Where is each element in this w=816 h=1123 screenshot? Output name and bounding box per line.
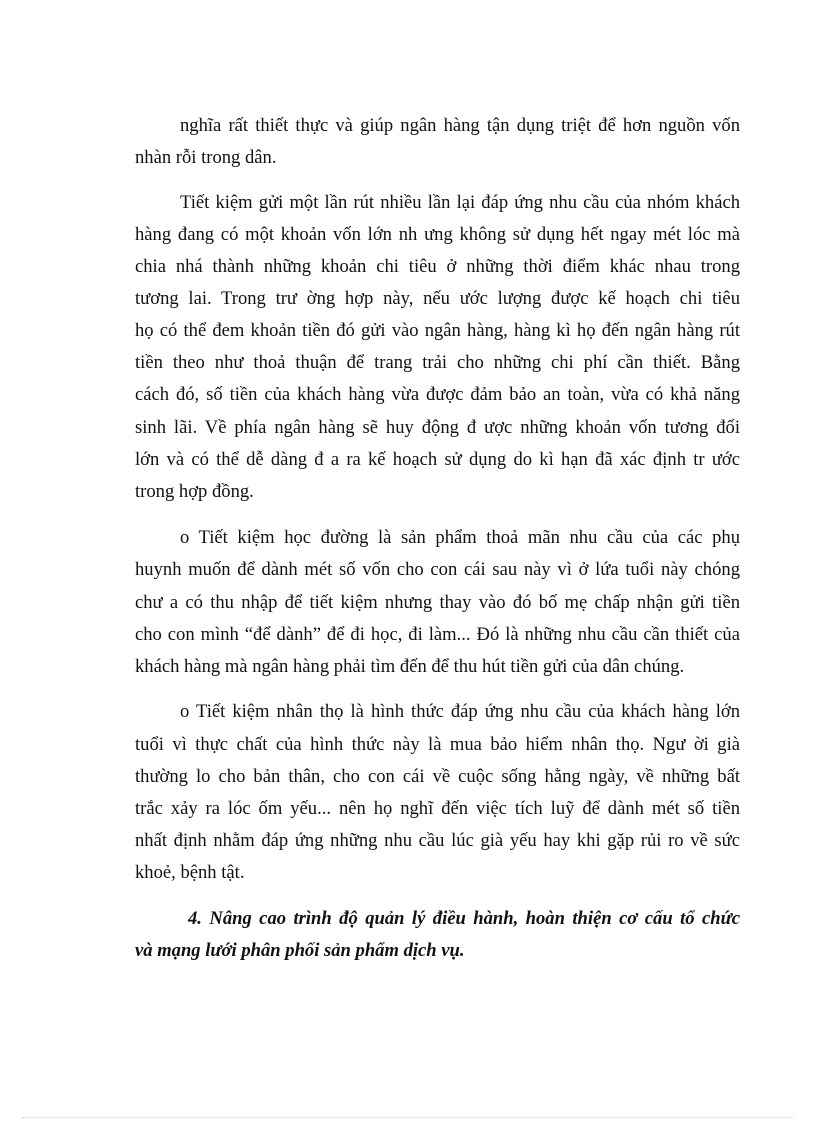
paragraph-4-line-1: o Tiết kiệm nhân thọ là hình thức đáp ứng nhu cầu của khách hàng lớn <box>180 701 740 722</box>
paragraph-4-line-2: tuổi vì thực chất của hình thức này là mua bảo hiểm nhân thọ. Ngư ời già <box>135 734 740 755</box>
section-heading-line-2: và mạng lưới phân phối sản phẩm dịch vụ. <box>135 940 465 961</box>
paragraph-3-line-5: khách hàng mà ngân hàng phải tìm đến để thu hút tiền gửi của dân chúng. <box>135 656 685 677</box>
paragraph-4-line-4: trắc xảy ra lóc ốm yếu... nên họ nghĩ đến việc tích luỹ để dành mét số tiền <box>135 798 740 819</box>
paragraph-4-line-3: thường lo cho bản thân, cho con cái về cuộc sống hằng ngày, về những bất <box>135 766 740 787</box>
paragraph-4-line-6: khoẻ, bệnh tật. <box>135 862 245 883</box>
paragraph-2-line-6: tiền theo như thoả thuận để trang trải cho những chi phí cần thiết. Bằng <box>135 352 740 373</box>
section-heading-line-1: 4. Nâng cao trình độ quản lý điều hành, hoàn thiện cơ cấu tổ chức <box>188 908 740 929</box>
paragraph-2-line-8: sinh lãi. Về phía ngân hàng sẽ huy động đ ược những khoản vốn tương đối <box>135 417 740 438</box>
paragraph-2-line-5: họ có thể đem khoản tiền đó gửi vào ngân hàng, hàng kì họ đến ngân hàng rút <box>135 320 740 341</box>
paragraph-2-line-4: tương lai. Trong trư ờng hợp này, nếu ước lượng được kế hoạch chi tiêu <box>135 288 740 309</box>
paragraph-1-line-1: nghĩa rất thiết thực và giúp ngân hàng tận dụng triệt để hơn nguồn vốn <box>180 115 740 136</box>
paragraph-2-line-3: chia nhá thành những khoản chi tiêu ở những thời điểm khác nhau trong <box>135 256 740 277</box>
paragraph-2-line-7: cách đó, số tiền của khách hàng vừa được đảm bảo an toàn, vừa có khả năng <box>135 384 740 405</box>
paragraph-3-line-4: cho con mình “để dành” để đi học, đi làm... Đó là những nhu cầu cần thiết của <box>135 624 740 645</box>
paragraph-3-line-1: o Tiết kiệm học đường là sản phẩm thoả mãn nhu cầu của các phụ <box>180 527 740 548</box>
paragraph-1-line-2: nhàn rỗi trong dân. <box>135 147 277 168</box>
paragraph-2-line-1: Tiết kiệm gửi một lần rút nhiều lần lại đáp ứng nhu cầu của nhóm khách <box>180 192 740 213</box>
paragraph-3-line-3: chư a có thu nhập để tiết kiệm nhưng thay vào đó bố mẹ chấp nhận gửi tiền <box>135 592 740 613</box>
paragraph-3-line-2: huynh muốn để dành mét số vốn cho con cái sau này vì ở lứa tuổi này chóng <box>135 559 740 580</box>
paragraph-2-line-10: trong hợp đồng. <box>135 481 254 502</box>
page-bottom-rule <box>22 1117 794 1118</box>
paragraph-4-line-5: nhất định nhằm đáp ứng những nhu cầu lúc già yếu hay khi gặp rủi ro về sức <box>135 830 740 851</box>
paragraph-2-line-9: lớn và có thể dễ dàng đ a ra kế hoạch sử dụng do kì hạn đã xác định tr ước <box>135 449 740 470</box>
paragraph-2-line-2: hàng đang có một khoản vốn lớn nh ưng không sử dụng hết ngay mét lóc mà <box>135 224 740 245</box>
